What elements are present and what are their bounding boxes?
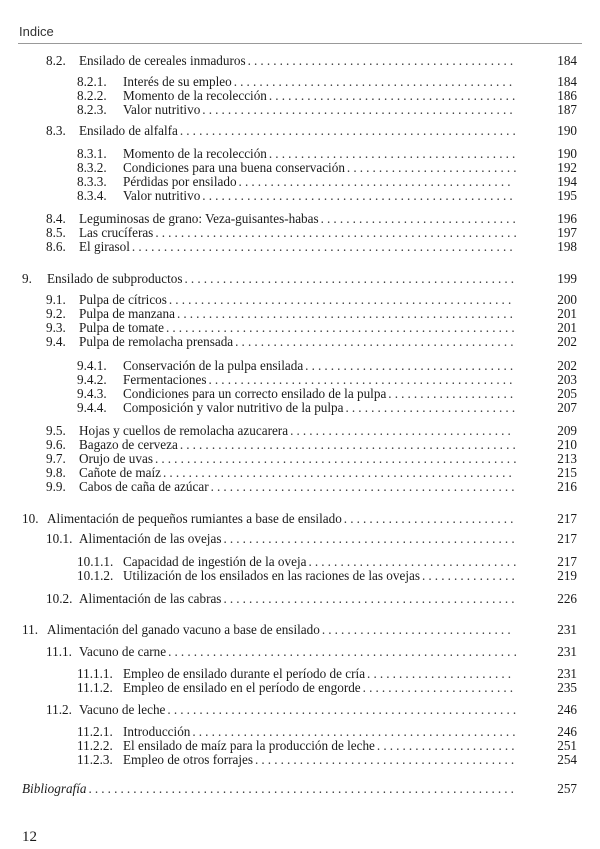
- entry-number: 8.3.1.: [77, 146, 107, 161]
- entry-title: Pulpa de cítricos: [79, 292, 167, 307]
- entry-number: 11.1.2.: [77, 680, 113, 695]
- entry-page: 215: [557, 465, 577, 480]
- entry-title: El girasol: [79, 239, 130, 254]
- dot-leader: ....................................................: [184, 271, 518, 286]
- toc-entry[interactable]: [46, 592, 518, 606]
- toc-entry[interactable]: [77, 725, 519, 739]
- entry-number: 8.3.4.: [77, 188, 107, 203]
- dot-leader: ............................................: [233, 74, 516, 89]
- entry-title: Leguminosas de grano: Veza-guisantes-habas: [79, 211, 319, 226]
- toc-entry[interactable]: [77, 555, 520, 569]
- dot-leader: .................................................: [202, 188, 516, 203]
- entry-page: 201: [557, 320, 577, 335]
- page-number: 12: [22, 829, 37, 845]
- dot-leader: .....................................................: [176, 306, 516, 321]
- entry-number: 10.2.: [46, 591, 73, 606]
- entry-number: 11.2.2.: [77, 738, 113, 753]
- toc-entry[interactable]: [46, 293, 514, 307]
- entry-number: 10.: [22, 511, 39, 526]
- entry-page: 210: [557, 437, 577, 452]
- entry-page: 231: [557, 622, 577, 637]
- entry-title: Momento de la recolección: [123, 146, 267, 161]
- toc-entry[interactable]: [77, 667, 514, 681]
- toc-entry[interactable]: [77, 739, 518, 753]
- toc-entry[interactable]: [46, 335, 517, 349]
- entry-page: 194: [557, 174, 577, 189]
- running-header: Indice: [19, 24, 54, 39]
- dot-leader: ....................: [388, 386, 517, 401]
- dot-leader: .....................................................: [179, 437, 519, 452]
- entry-page: 213: [557, 451, 577, 466]
- toc-entry[interactable]: [77, 387, 516, 401]
- toc-entry[interactable]: [46, 212, 519, 226]
- entry-number: 8.3.: [46, 123, 66, 138]
- dot-leader: .........................................................: [154, 451, 520, 466]
- entry-title: Fermentaciones: [123, 372, 207, 387]
- entry-page: 231: [557, 666, 577, 681]
- dot-leader: .......................................................: [165, 320, 518, 335]
- dot-leader: ......................................................: [168, 292, 515, 307]
- dot-leader: .................................: [308, 554, 520, 569]
- entry-number: 8.2.2.: [77, 88, 107, 103]
- entry-title: Pulpa de manzana: [79, 306, 175, 321]
- entry-title: Empleo de otros forrajes: [123, 752, 254, 767]
- dot-leader: ..............................................: [223, 591, 518, 606]
- entry-title: Empleo de ensilado durante el período de cría: [123, 666, 366, 681]
- dot-leader: ................................................: [210, 479, 518, 494]
- dot-leader: .....................................................: [179, 123, 519, 138]
- entry-page: 217: [557, 531, 577, 546]
- entry-page: 207: [557, 400, 577, 415]
- entry-title: Hojas y cuellos de remolacha azucarera: [79, 423, 289, 438]
- toc-entry[interactable]: [77, 147, 518, 161]
- entry-title: Composición y valor nutritivo de la pulpa: [123, 400, 344, 415]
- entry-title: Valor nutritivo: [123, 102, 201, 117]
- entry-page: 192: [557, 160, 577, 175]
- entry-page: 217: [557, 511, 577, 526]
- entry-title: El ensilado de maíz para la producción de leche: [123, 738, 375, 753]
- entry-page: 195: [557, 188, 577, 203]
- dot-leader: ...........................: [343, 511, 517, 526]
- toc-entry[interactable]: [46, 321, 518, 335]
- entry-page: 246: [557, 702, 577, 717]
- toc-entry[interactable]: [77, 753, 517, 767]
- entry-number: 9.4.2.: [77, 372, 107, 387]
- entry-title: Alimentación del ganado vacuno a base de ensilado: [47, 622, 320, 637]
- toc-entry[interactable]: [46, 226, 520, 240]
- toc-entry[interactable]: [46, 438, 519, 452]
- entry-page: 203: [557, 372, 577, 387]
- entry-title: Pulpa de remolacha prensada: [79, 334, 234, 349]
- entry-title: Bibliografía: [22, 781, 87, 796]
- entry-number: 8.3.2.: [77, 160, 107, 175]
- toc-entry[interactable]: [77, 401, 518, 415]
- dot-leader: ...............................: [320, 211, 519, 226]
- dot-leader: .................................: [305, 358, 517, 373]
- entry-number: 11.2.3.: [77, 752, 113, 767]
- toc-entry[interactable]: [46, 54, 516, 68]
- entry-page: 186: [557, 88, 577, 103]
- dot-leader: ......................: [376, 738, 518, 753]
- entry-page: 202: [557, 358, 577, 373]
- entry-number: 8.3.3.: [77, 174, 107, 189]
- entry-page: 202: [557, 334, 577, 349]
- toc-entry[interactable]: [77, 89, 518, 103]
- entry-page: 197: [557, 225, 577, 240]
- entry-page: 226: [557, 591, 577, 606]
- entry-number: 9.4.4.: [77, 400, 107, 415]
- entry-number: 9.1.: [46, 292, 66, 307]
- dot-leader: ..............................................: [223, 531, 518, 546]
- entry-title: Condiciones para un correcto ensilado de la pulpa: [123, 386, 387, 401]
- dot-leader: ...................................................: [192, 724, 519, 739]
- toc-entry[interactable]: [46, 466, 515, 480]
- entry-number: 9.5.: [46, 423, 66, 438]
- dot-leader: ...........................: [345, 400, 519, 415]
- entry-number: 11.2.1.: [77, 724, 113, 739]
- entry-title: Alimentación de las ovejas: [79, 531, 222, 546]
- entry-title: Vacuno de carne: [79, 644, 167, 659]
- entry-number: 8.2.3.: [77, 102, 107, 117]
- entry-title: Valor nutritivo: [123, 188, 201, 203]
- entry-number: 9.7.: [46, 451, 66, 466]
- entry-title: Empleo de ensilado en el período de engorde: [123, 680, 361, 695]
- entry-number: 11.1.1.: [77, 666, 113, 681]
- dot-leader: .......................................................: [167, 702, 520, 717]
- entry-page: 246: [557, 724, 577, 739]
- entry-number: 9.2.: [46, 306, 66, 321]
- toc-entry[interactable]: [46, 452, 520, 466]
- dot-leader: ...................................................................: [88, 781, 518, 796]
- dot-leader: .........................................: [255, 752, 518, 767]
- entry-number: 11.: [22, 622, 38, 637]
- entry-page: 187: [557, 102, 577, 117]
- entry-number: 8.4.: [46, 211, 66, 226]
- entry-title: Las crucíferas: [79, 225, 154, 240]
- entry-page: 231: [557, 644, 577, 659]
- toc-entry[interactable]: [22, 272, 517, 286]
- entry-page: 235: [557, 680, 577, 695]
- entry-page: 201: [557, 306, 577, 321]
- entry-page: 205: [557, 386, 577, 401]
- entry-title: Utilización de los ensilados en las raciones de las ovejas: [123, 568, 420, 583]
- entry-page: 196: [557, 211, 577, 226]
- entry-number: 8.2.1.: [77, 74, 107, 89]
- entry-number: 10.1.1.: [77, 554, 114, 569]
- entry-number: 9.4.: [46, 334, 66, 349]
- entry-title: Ensilado de alfalfa: [79, 123, 178, 138]
- entry-title: Pulpa de tomate: [79, 320, 164, 335]
- entry-number: 8.5.: [46, 225, 66, 240]
- dot-leader: .......................................................: [168, 644, 520, 659]
- entry-page: 200: [557, 292, 577, 307]
- dot-leader: ........................: [362, 680, 517, 695]
- entry-title: Introducción: [123, 724, 191, 739]
- entry-page: 184: [557, 53, 577, 68]
- entry-page: 217: [557, 554, 577, 569]
- dot-leader: ..............................: [321, 622, 514, 637]
- entry-title: Conservación de la pulpa ensilada: [123, 358, 304, 373]
- dot-leader: ............................................: [235, 334, 517, 349]
- entry-title: Cabos de caña de azúcar: [79, 479, 209, 494]
- toc-entry[interactable]: [77, 103, 516, 117]
- entry-page: 216: [557, 479, 577, 494]
- toc-entry[interactable]: [77, 161, 520, 175]
- entry-number: 9.: [22, 271, 32, 286]
- entry-number: 9.3.: [46, 320, 66, 335]
- toc-entry[interactable]: [77, 75, 515, 89]
- dot-leader: .......................................: [268, 146, 519, 161]
- entry-title: Vacuno de leche: [79, 702, 166, 717]
- dot-leader: ................................................: [208, 372, 516, 387]
- toc-entry[interactable]: [46, 532, 518, 546]
- toc-entry[interactable]: [46, 424, 514, 438]
- entry-number: 9.6.: [46, 437, 66, 452]
- entry-number: 11.2.: [46, 702, 72, 717]
- dot-leader: .........................................................: [155, 225, 520, 240]
- entry-title: Ensilado de cereales inmaduros: [79, 53, 246, 68]
- dot-leader: .................................................: [202, 102, 516, 117]
- entry-number: 10.1.: [46, 531, 73, 546]
- entry-title: Ensilado de subproductos: [47, 271, 183, 286]
- entry-number: 9.4.1.: [77, 358, 107, 373]
- entry-number: 11.1.: [46, 644, 72, 659]
- toc-entry[interactable]: [22, 782, 517, 796]
- toc-entry[interactable]: [46, 307, 516, 321]
- toc-entry[interactable]: [22, 623, 514, 637]
- dot-leader: .......................................: [268, 88, 519, 103]
- dot-leader: ...............: [422, 568, 518, 583]
- entry-number: 9.8.: [46, 465, 66, 480]
- entry-page: 198: [557, 239, 577, 254]
- entry-title: Bagazo de cerveza: [79, 437, 178, 452]
- entry-page: 190: [557, 123, 577, 138]
- toc-entry[interactable]: [77, 681, 516, 695]
- dot-leader: ...........................................: [238, 174, 514, 189]
- dot-leader: ...................................: [290, 423, 514, 438]
- dot-leader: ...........................: [346, 160, 520, 175]
- entry-page: 219: [557, 568, 577, 583]
- entry-page: 184: [557, 74, 577, 89]
- entry-page: 209: [557, 423, 577, 438]
- entry-page: 257: [557, 781, 577, 796]
- dot-leader: .......................: [367, 666, 515, 681]
- toc-entry[interactable]: [46, 480, 518, 494]
- entry-page: 254: [557, 752, 577, 767]
- dot-leader: ............................................................: [131, 239, 516, 254]
- entry-page: 190: [557, 146, 577, 161]
- entry-title: Pérdidas por ensilado: [123, 174, 237, 189]
- entry-number: 10.1.2.: [77, 568, 114, 583]
- toc-entry[interactable]: [46, 645, 520, 659]
- dot-leader: .......................................................: [163, 465, 515, 480]
- entry-page: 251: [557, 738, 577, 753]
- toc-entry[interactable]: [77, 569, 518, 583]
- toc-entry[interactable]: [22, 512, 517, 526]
- entry-number: 8.2.: [46, 53, 66, 68]
- header-rule: [18, 43, 582, 44]
- dot-leader: ..........................................: [247, 53, 517, 68]
- entry-title: Cañote de maíz: [79, 465, 162, 480]
- entry-number: 8.6.: [46, 239, 66, 254]
- entry-number: 9.9.: [46, 479, 66, 494]
- entry-title: Condiciones para una buena conservación: [123, 160, 345, 175]
- toc-entry[interactable]: [77, 189, 516, 203]
- toc-entry[interactable]: [77, 373, 516, 387]
- entry-title: Alimentación de las cabras: [79, 591, 222, 606]
- entry-title: Interés de su empleo: [123, 74, 232, 89]
- toc-entry[interactable]: [46, 240, 516, 254]
- entry-page: 199: [557, 271, 577, 286]
- toc-entry[interactable]: [46, 124, 519, 138]
- entry-title: Orujo de uvas: [79, 451, 153, 466]
- toc-entry[interactable]: [77, 359, 516, 373]
- entry-title: Capacidad de ingestión de la oveja: [123, 554, 307, 569]
- toc-entry[interactable]: [77, 175, 514, 189]
- entry-title: Momento de la recolección: [123, 88, 267, 103]
- entry-number: 9.4.3.: [77, 386, 107, 401]
- toc-entry[interactable]: [46, 703, 519, 717]
- entry-title: Alimentación de pequeños rumiantes a base de ensilado: [47, 511, 342, 526]
